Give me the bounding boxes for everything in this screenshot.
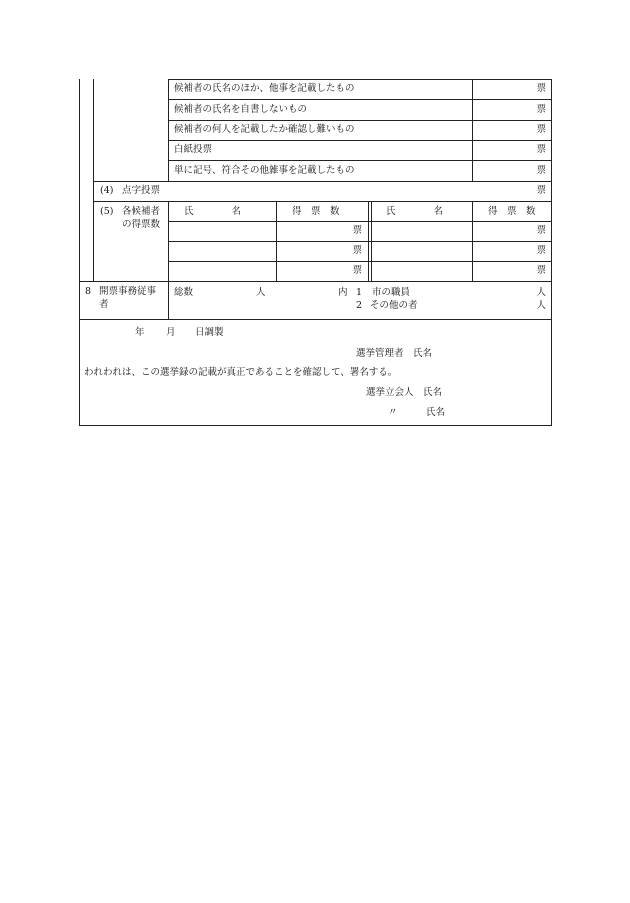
col-header-name: 氏 名 [184, 206, 242, 217]
invalid-row-unit: 票 [536, 83, 546, 94]
witness-signature-line: 選挙立会人 氏名 [366, 387, 443, 398]
rule [168, 261, 552, 262]
rule [168, 201, 169, 320]
rule [276, 201, 277, 282]
item-unit: 人 [536, 287, 546, 298]
vote-unit: 票 [536, 245, 546, 256]
witness2-name-label: 氏名 [426, 407, 446, 418]
vote-unit: 票 [352, 245, 362, 256]
rule [79, 79, 80, 426]
item-label: 市の職員 [372, 287, 411, 298]
item-unit: 人 [536, 300, 546, 311]
invalid-row-label: 候補者の氏名を自書しないもの [174, 104, 308, 115]
section8-label: 者 [99, 299, 109, 310]
item-number: 2 [356, 300, 363, 311]
date-day: 日調製 [195, 327, 224, 338]
vote-unit: 票 [352, 225, 362, 236]
rule [79, 319, 552, 320]
section8-number: 8 [85, 286, 92, 297]
candidates-label: 各候補者 [122, 206, 161, 217]
rule [551, 79, 552, 426]
rule [168, 160, 552, 161]
candidates-number: (5) [100, 206, 114, 217]
vote-unit: 票 [536, 225, 546, 236]
breakdown-label: 内 [338, 287, 348, 298]
invalid-row-unit: 票 [536, 124, 546, 135]
statement: われわれは、この選挙録の記載が真正であることを確認して、署名する。 [84, 367, 398, 378]
invalid-row-label: 候補者の何人を記載したか確認し難いもの [174, 124, 355, 135]
invalid-row-unit: 票 [536, 144, 546, 155]
braille-unit: 票 [536, 185, 546, 196]
rule [371, 201, 372, 282]
rule [79, 281, 552, 282]
rule [79, 425, 552, 426]
candidates-label: の得票数 [122, 219, 161, 230]
rule [168, 79, 552, 80]
total-label: 総数 [174, 287, 194, 298]
item-number: 1 [356, 287, 363, 298]
invalid-row-unit: 票 [536, 104, 546, 115]
manager-signature-line: 選挙管理者 氏名 [356, 348, 433, 359]
rule [168, 221, 552, 222]
invalid-row-label: 候補者の氏名のほか、他事を記載したもの [174, 83, 355, 94]
item-label: その他の者 [370, 300, 418, 311]
braille-number: (4) [100, 185, 114, 196]
ditto-mark: 〃 [388, 407, 398, 418]
invalid-row-label: 単に記号、符合その他雑事を記載したもの [174, 165, 355, 176]
vote-unit: 票 [536, 265, 546, 276]
rule [168, 120, 552, 121]
col-header-votes: 得 票 数 [292, 206, 340, 217]
total-unit: 人 [256, 287, 266, 298]
invalid-row-unit: 票 [536, 165, 546, 176]
rule [93, 201, 552, 202]
date-month: 月 [166, 327, 176, 338]
col-header-name: 氏 名 [386, 206, 444, 217]
date-year: 年 [135, 327, 145, 338]
col-header-votes: 得 票 数 [488, 206, 536, 217]
rule [368, 201, 369, 282]
vote-unit: 票 [352, 265, 362, 276]
rule [472, 79, 473, 181]
braille-label: 点字投票 [122, 185, 161, 196]
rule [472, 201, 473, 282]
rule [93, 181, 552, 182]
rule [168, 79, 169, 181]
rule [168, 140, 552, 141]
section8-label: 開票事務従事 [99, 286, 157, 297]
rule [168, 241, 552, 242]
rule [168, 99, 552, 100]
rule [93, 79, 94, 282]
invalid-row-label: 白紙投票 [174, 144, 213, 155]
